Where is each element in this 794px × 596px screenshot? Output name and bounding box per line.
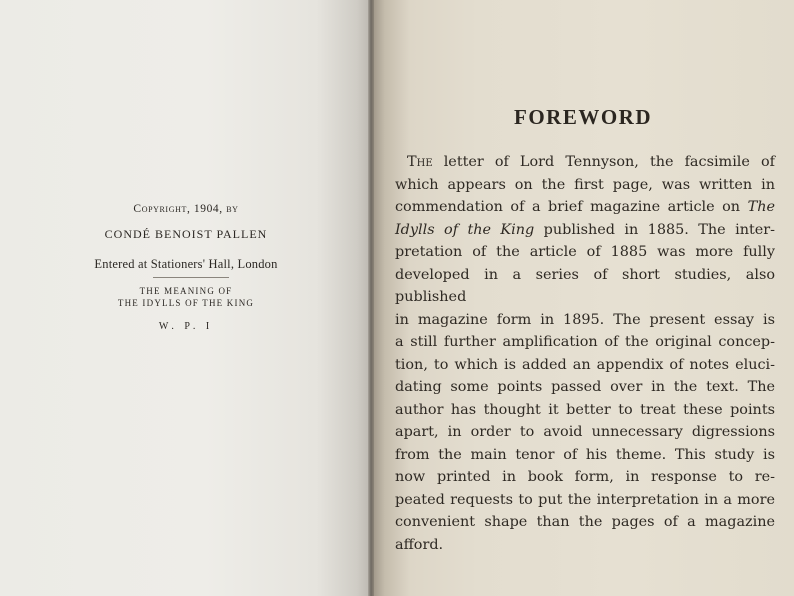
- text-span: letter of Lord Tennyson, the facsimile of: [432, 154, 775, 170]
- text-line: now printed in book form, in response to re-: [395, 469, 775, 485]
- printer-mark: W. P. I: [158, 321, 214, 332]
- book-title-line-2: THE IDYLLS OF THE KING: [117, 298, 255, 308]
- italic-title: The: [747, 199, 775, 215]
- text-line: from the main tenor of his theme. This study is: [395, 446, 775, 463]
- drop-word: The: [407, 154, 433, 170]
- foreword-heading: FOREWORD: [514, 105, 652, 129]
- text-span: published in 1885. The inter-: [534, 221, 775, 238]
- text-line: afford.: [395, 536, 444, 553]
- text-line: tion, to which is added an appendix of notes eluci-: [395, 356, 775, 373]
- text-line: [395, 219, 775, 242]
- divider-rule: [153, 277, 229, 278]
- text-span: commendation of a brief magazine article on: [395, 199, 748, 215]
- author-name: CONDÉ BENOIST PALLEN: [104, 227, 268, 241]
- text-line: [395, 151, 775, 174]
- text-line: apart, in order to avoid unnecessary digressions: [395, 424, 775, 440]
- text-line: pretation of the article of 1885 was more fully: [395, 244, 775, 260]
- text-line: convenient shape than the pages of a magazine: [395, 514, 775, 530]
- text-line: author has thought it better to treat these points: [395, 401, 775, 418]
- text-line: [395, 196, 775, 219]
- book-title-line-1: THE MEANING OF: [139, 286, 233, 296]
- text-line: in magazine form in 1895. The present essay is: [395, 311, 775, 328]
- copyright-notice: Copyright, 1904, by: [133, 203, 239, 215]
- text-line: a still further amplification of the original concep-: [395, 334, 775, 350]
- foreword-paragraph: [395, 151, 775, 556]
- text-line: developed in a series of short studies, also published: [395, 266, 775, 305]
- text-line: which appears on the first page, was written in: [395, 176, 775, 193]
- stationers-hall-notice: Entered at Stationers' Hall, London: [94, 257, 278, 271]
- text-line: peated requests to put the interpretation in a more: [395, 491, 775, 508]
- text-line: dating some points passed over in the text. The: [395, 379, 775, 395]
- italic-title: Idylls of the King: [395, 221, 535, 238]
